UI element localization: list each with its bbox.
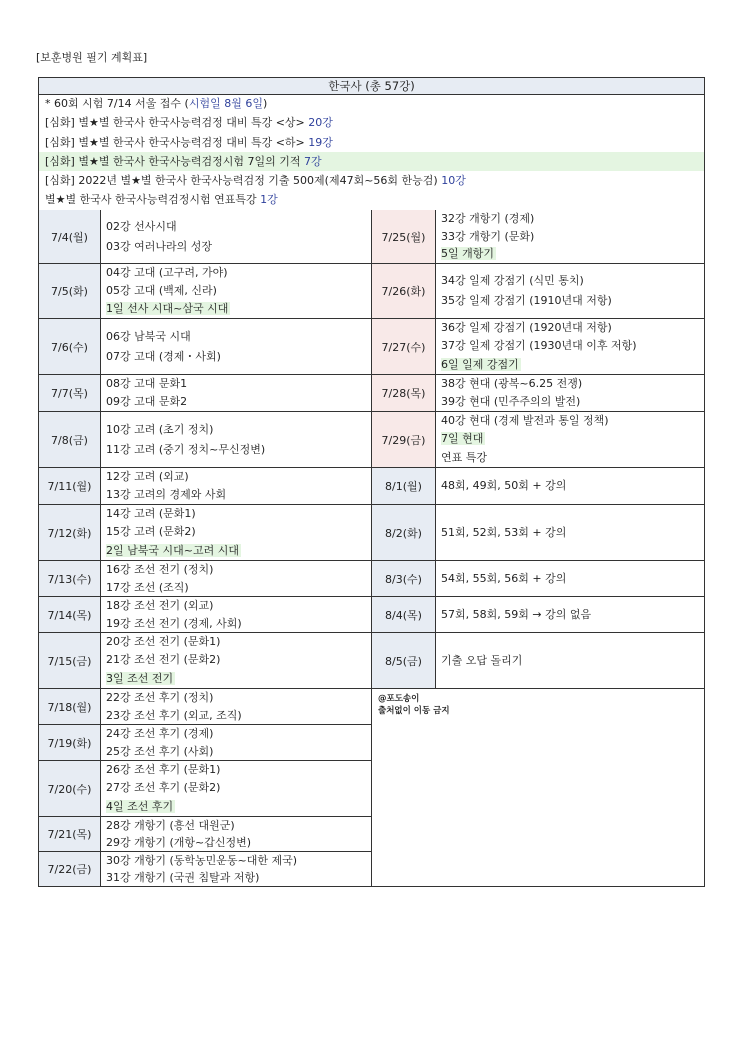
review-day-line [441, 245, 704, 263]
lecture-line [106, 579, 371, 597]
left-content-cell [101, 725, 372, 761]
left-date-cell: 7/4(월) [39, 210, 101, 264]
line-text: 12강 고려 (외교) [106, 470, 189, 483]
line-text: 39강 현대 (민주주의의 발전) [441, 395, 581, 408]
line-text: 09강 고대 문화2 [106, 395, 188, 408]
line-text: 32강 개항기 (경제) [441, 212, 535, 225]
lecture-line [106, 852, 371, 869]
line-text: 29강 개항기 (개항~갑신정변) [106, 836, 252, 849]
left-content-cell [101, 468, 372, 505]
review-day-line [106, 542, 371, 560]
left-content-cell [101, 319, 372, 375]
copyright-note [378, 693, 450, 717]
lecture-line [441, 337, 704, 355]
line-text: 05강 고대 (백제, 신라) [106, 284, 217, 297]
line-text: 18강 조선 전기 (외교) [106, 599, 214, 612]
left-content-cell [101, 210, 372, 264]
lecture-line [106, 217, 371, 237]
line-text: 51회, 52회, 53회 + 강의 [441, 525, 567, 539]
lecture-line [441, 449, 704, 467]
lecture-line [106, 237, 371, 257]
review-day-line [441, 356, 704, 374]
left-date-cell: 7/6(수) [39, 319, 101, 375]
left-content-cell [101, 412, 372, 468]
lecture-line [106, 817, 371, 834]
intro-text: [심화] 별★별 한국사 한국사능력검정 대비 특강 <상> [45, 116, 309, 130]
line-text: 06강 남북국 시대 [106, 329, 191, 343]
right-content-cell [436, 264, 704, 319]
intro-text: * 60회 시험 7/14 서울 접수 ( [45, 97, 189, 110]
left-date-cell: 7/8(금) [39, 412, 101, 468]
lecture-line [106, 505, 371, 523]
line-text: 연표 특강 [441, 450, 488, 464]
line-text: 1일 선사 시대~삼국 시대 [106, 302, 229, 315]
left-content-cell [101, 597, 372, 633]
intro-line [39, 94, 704, 113]
lecture-line [106, 561, 371, 579]
left-date-cell: 7/12(화) [39, 505, 101, 561]
right-date-cell: 7/26(화) [372, 264, 436, 319]
line-text: 34강 일제 강점기 (식민 통치) [441, 274, 584, 287]
line-text: 6일 일제 강점기 [441, 357, 519, 371]
line-text: 13강 고려의 경제와 사회 [106, 488, 227, 501]
review-day-line [106, 798, 371, 816]
left-content-cell [101, 505, 372, 561]
lecture-line [106, 440, 371, 460]
line-text: 48회, 49회, 50회 + 강의 [441, 479, 567, 492]
intro-text-end: ) [262, 97, 268, 110]
line-text: 20강 조선 전기 (문화1) [106, 635, 221, 648]
right-date-cell: 7/25(월) [372, 210, 436, 264]
right-date-cell: 7/28(목) [372, 375, 436, 412]
line-text: 3일 조선 전기 [106, 671, 174, 685]
left-date-cell: 7/13(수) [39, 561, 101, 597]
lecture-line [106, 725, 371, 743]
right-content-cell [436, 210, 704, 264]
lecture-line [106, 420, 371, 440]
line-text: 22강 조선 후기 (정치) [106, 691, 214, 704]
lecture-line [106, 468, 371, 486]
lecture-line [441, 393, 704, 411]
intro-line [39, 171, 704, 190]
line-text: 27강 조선 후기 (문화2) [106, 781, 221, 795]
note-warning: 출처없이 이동 금지 [378, 706, 450, 716]
lecture-line [106, 651, 371, 669]
left-date-cell: 7/14(목) [39, 597, 101, 633]
right-date-cell: 8/3(수) [372, 561, 436, 597]
line-text: 33강 개항기 (문화) [441, 229, 535, 243]
right-date-cell: 8/5(금) [372, 633, 436, 689]
lecture-line [441, 319, 704, 337]
lecture-line [106, 486, 371, 504]
lecture-line [106, 743, 371, 761]
lecture-line [106, 282, 371, 300]
intro-line [39, 152, 704, 171]
lecture-line [106, 347, 371, 367]
right-content-cell [436, 412, 704, 468]
left-date-cell: 7/20(수) [39, 761, 101, 817]
right-content-cell [436, 505, 704, 561]
lecture-line [441, 228, 704, 246]
right-date-cell: 8/1(월) [372, 468, 436, 505]
lecture-line [441, 412, 704, 430]
line-text: 23강 조선 후기 (외교, 조직) [106, 708, 242, 722]
line-text: 35강 일제 강점기 (1910년대 저항) [441, 294, 612, 307]
lecture-line [106, 327, 371, 347]
line-text: 37강 일제 강점기 (1930년대 이후 저항) [441, 339, 637, 353]
line-text: 57회, 58회, 59회 → 강의 없음 [441, 607, 592, 621]
review-day-line [106, 300, 371, 318]
left-content-cell [101, 264, 372, 319]
lecture-line [106, 597, 371, 615]
line-text: 54회, 55회, 56회 + 강의 [441, 571, 567, 585]
line-text: 31강 개항기 (국권 침탈과 저항) [106, 871, 260, 884]
line-text: 15강 고려 (문화2) [106, 525, 196, 539]
lecture-line [441, 271, 704, 291]
line-text: 04강 고대 (고구려, 가야) [106, 266, 228, 279]
line-text: 16강 조선 전기 (정치) [106, 563, 214, 576]
intro-accent: 10강 [441, 174, 466, 188]
left-content-cell [101, 852, 372, 887]
lecture-line [106, 633, 371, 651]
intro-accent: 1강 [260, 193, 278, 207]
lecture-line [106, 393, 371, 411]
study-plan-table [38, 77, 705, 887]
right-date-cell: 8/2(화) [372, 505, 436, 561]
right-date-cell: 7/29(금) [372, 412, 436, 468]
lecture-line [441, 210, 704, 228]
line-text: 03강 여러나라의 성장 [106, 239, 212, 253]
line-text: 24강 조선 후기 (경제) [106, 727, 214, 740]
intro-accent: 7강 [303, 154, 322, 168]
line-text: 17강 조선 (조직) [106, 580, 189, 594]
line-text: 7일 현대 [441, 432, 484, 446]
lecture-line [106, 689, 371, 707]
left-content-cell [101, 761, 372, 817]
intro-text: 별★별 한국사 한국사능력검정시험 연표특강 [45, 193, 261, 207]
lecture-line [441, 291, 704, 311]
left-date-cell: 7/11(월) [39, 468, 101, 505]
lecture-line [106, 615, 371, 633]
line-text: 26강 조선 후기 (문화1) [106, 763, 221, 776]
intro-line [39, 113, 704, 132]
line-text: 08강 고대 문화1 [106, 377, 188, 390]
lecture-line [441, 605, 704, 625]
right-content-cell [436, 561, 704, 597]
line-text: 21강 조선 전기 (문화2) [106, 653, 221, 667]
left-date-cell: 7/15(금) [39, 633, 101, 689]
left-date-cell: 7/19(화) [39, 725, 101, 761]
note-author: @포도송이 [378, 694, 420, 704]
line-text: 40강 현대 (경제 발전과 통일 정책) [441, 414, 609, 427]
line-text: 02강 선사시대 [106, 219, 177, 233]
line-text: 5일 개항기 [441, 247, 494, 261]
lecture-line [441, 569, 704, 589]
left-content-cell [101, 375, 372, 412]
intro-accent: 20강 [308, 116, 333, 130]
review-day-line [106, 670, 371, 688]
line-text: 11강 고려 (중기 정치~무신정변) [106, 442, 266, 456]
left-content-cell [101, 633, 372, 689]
right-content-cell [436, 375, 704, 412]
review-day-line [441, 430, 704, 448]
lecture-line [441, 375, 704, 393]
lecture-line [106, 869, 371, 886]
left-date-cell: 7/7(목) [39, 375, 101, 412]
line-text: 2일 남북국 시대~고려 시대 [106, 543, 239, 557]
line-text: 19강 조선 전기 (경제, 사회) [106, 616, 242, 630]
document-title: [보훈병원 필기 계획표] [36, 51, 148, 64]
intro-text: [심화] 2022년 별★별 한국사 한국사능력검정 기출 500제(제47회~56회 한능검) [45, 174, 442, 188]
lecture-line [106, 523, 371, 541]
left-content-cell [101, 817, 372, 852]
left-date-cell: 7/22(금) [39, 852, 101, 887]
line-text: 30강 개항기 (동학농민운동~대한 제국) [106, 854, 298, 867]
lecture-line [441, 651, 704, 671]
line-text: 기출 오답 돌리기 [441, 653, 523, 667]
lecture-line [441, 523, 704, 543]
right-date-cell: 8/4(목) [372, 597, 436, 633]
line-text: 07강 고대 (경제・사회) [106, 349, 221, 363]
line-text: 25강 조선 후기 (사회) [106, 744, 214, 758]
line-text: 10강 고려 (초기 정치) [106, 422, 214, 436]
lecture-line [106, 264, 371, 282]
line-text: 38강 현대 (광복~6.25 전쟁) [441, 377, 583, 390]
lecture-line [106, 779, 371, 797]
left-content-cell [101, 689, 372, 725]
intro-text: [심화] 별★별 한국사 한국사능력검정시험 7일의 기적 [45, 154, 304, 168]
table-title: 한국사 (총 57강) [39, 78, 704, 95]
line-text: 14강 고려 (문화1) [106, 507, 196, 520]
right-content-cell [436, 319, 704, 375]
left-date-cell: 7/18(월) [39, 689, 101, 725]
left-date-cell: 7/21(목) [39, 817, 101, 852]
line-text: 4일 조선 후기 [106, 799, 174, 813]
right-content-cell [436, 468, 704, 505]
left-date-cell: 7/5(화) [39, 264, 101, 319]
intro-line [39, 133, 704, 152]
lecture-line [106, 834, 371, 851]
right-content-cell [436, 597, 704, 633]
lecture-line [106, 375, 371, 393]
intro-text: [심화] 별★별 한국사 한국사능력검정 대비 특강 <하> [45, 135, 309, 149]
right-content-cell [436, 633, 704, 689]
lecture-line [106, 707, 371, 725]
right-date-cell: 7/27(수) [372, 319, 436, 375]
lecture-line [106, 761, 371, 779]
intro-section [39, 94, 704, 210]
line-text: 36강 일제 강점기 (1920년대 저항) [441, 321, 612, 334]
intro-accent: 19강 [308, 135, 333, 149]
intro-accent: 시험일 8월 6일 [188, 97, 263, 110]
line-text: 28강 개항기 (흥선 대원군) [106, 819, 235, 832]
lecture-line [441, 476, 704, 496]
intro-line [39, 190, 704, 209]
left-content-cell [101, 561, 372, 597]
